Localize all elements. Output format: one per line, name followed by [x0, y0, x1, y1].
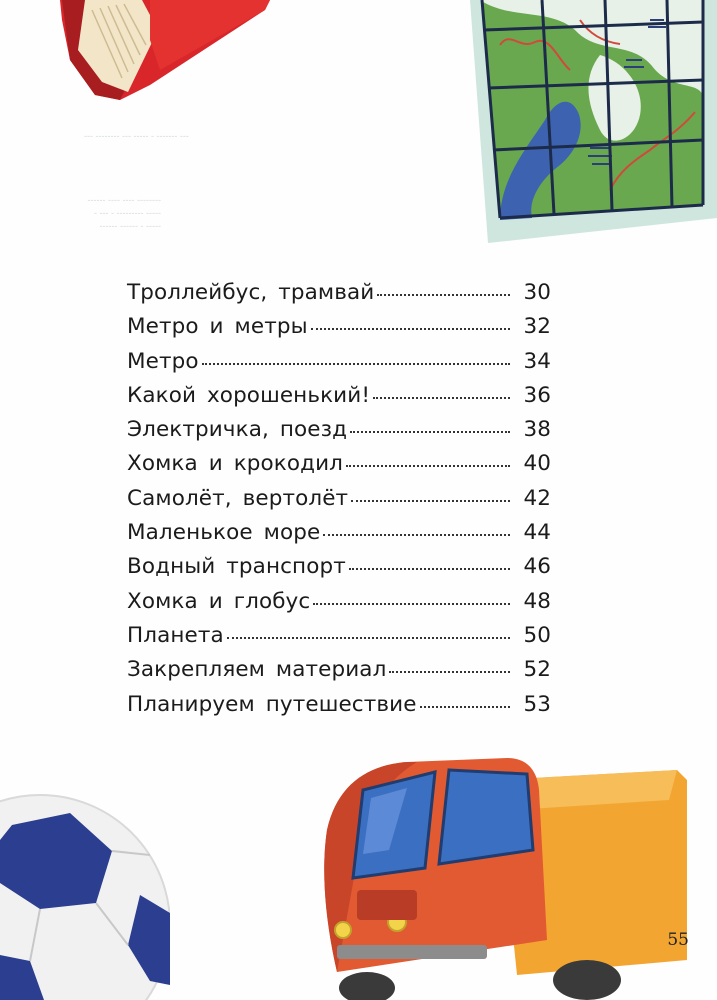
toc-dot-leader	[350, 431, 510, 433]
toc-entry-page: 53	[523, 691, 551, 717]
toc-entry-page: 46	[523, 554, 551, 580]
toc-dot-leader	[311, 328, 510, 330]
toc-entry-title: Закрепляем материал	[127, 657, 387, 683]
toc-entry-title: Хомка и крокодил	[127, 451, 344, 477]
toc-entry-title: Хомка и глобус	[127, 588, 311, 614]
toc-dot-leader	[202, 363, 510, 365]
toc-dot-leader	[313, 603, 510, 605]
bleed-through-text: ‑‑‑‑‑‑ ‑‑‑‑ ‑‑‑‑ ‑‑‑‑‑‑‑‑ ‑ ‑‑‑ ‑ ‑‑‑‑‑‑‑‑‑ ‑‑‑‑‑ ‑‑‑‑‑‑ ‑‑‑‑‑‑ ‑ ‑‑‑‑‑	[87, 195, 161, 231]
toc-dot-leader	[373, 397, 510, 399]
toc-entry-page: 50	[523, 622, 551, 648]
toc-entry	[127, 657, 551, 691]
toc-entry	[127, 589, 551, 623]
table-of-contents	[127, 280, 551, 726]
toc-entry-title: Водный транспорт	[127, 554, 346, 580]
bleed-through-text: ‑‑‑ ‑‑‑‑‑‑‑‑ ‑‑‑ ‑‑‑‑‑ ‑ ‑‑‑‑‑‑‑ ‑‑‑	[84, 131, 189, 141]
toc-entry-page: 52	[523, 657, 551, 683]
toc-entry	[127, 417, 551, 451]
toc-entry-title: Метро	[127, 348, 199, 374]
toc-entry-page: 38	[523, 417, 551, 443]
toc-entry-page: 34	[523, 348, 551, 374]
soccer-ball-illustration	[0, 785, 170, 1000]
toc-entry-title: Самолёт, вертолёт	[127, 485, 349, 511]
toc-entry-page: 30	[523, 280, 551, 305]
toc-dot-leader	[389, 671, 510, 673]
toc-entry-title: Маленькое море	[127, 520, 321, 546]
toc-entry-title: Троллейбус, трамвай	[127, 280, 375, 305]
toc-entry	[127, 280, 551, 314]
toc-entry-page: 32	[523, 314, 551, 340]
toc-entry-title: Планета	[127, 622, 224, 648]
toc-dot-leader	[323, 534, 510, 536]
toc-entry-page: 40	[523, 451, 551, 477]
toc-entry	[127, 692, 551, 726]
toc-dot-leader	[351, 500, 510, 502]
toc-entry	[127, 623, 551, 657]
toc-dot-leader	[227, 637, 510, 639]
toc-entry-title: Какой хорошенький!	[127, 382, 371, 408]
toc-entry	[127, 314, 551, 348]
red-book-illustration	[0, 0, 270, 110]
toc-entry	[127, 520, 551, 554]
toc-entry-title: Метро и метры	[127, 314, 308, 340]
toc-dot-leader	[346, 465, 510, 467]
map-illustration	[440, 0, 717, 245]
truck-illustration	[297, 740, 687, 1000]
toc-dot-leader	[420, 706, 510, 708]
toc-entry-title: Планируем путешествие	[127, 691, 417, 717]
toc-dot-leader	[377, 294, 510, 296]
toc-entry	[127, 486, 551, 520]
toc-entry	[127, 383, 551, 417]
toc-dot-leader	[349, 568, 510, 570]
page-number: 55	[667, 930, 689, 950]
toc-entry-page: 36	[523, 382, 551, 408]
toc-entry	[127, 349, 551, 383]
toc-entry-page: 42	[523, 485, 551, 511]
toc-entry-page: 48	[523, 588, 551, 614]
toc-entry-title: Электричка, поезд	[127, 417, 348, 443]
toc-entry-page: 44	[523, 520, 551, 546]
toc-entry	[127, 451, 551, 485]
toc-entry	[127, 554, 551, 588]
